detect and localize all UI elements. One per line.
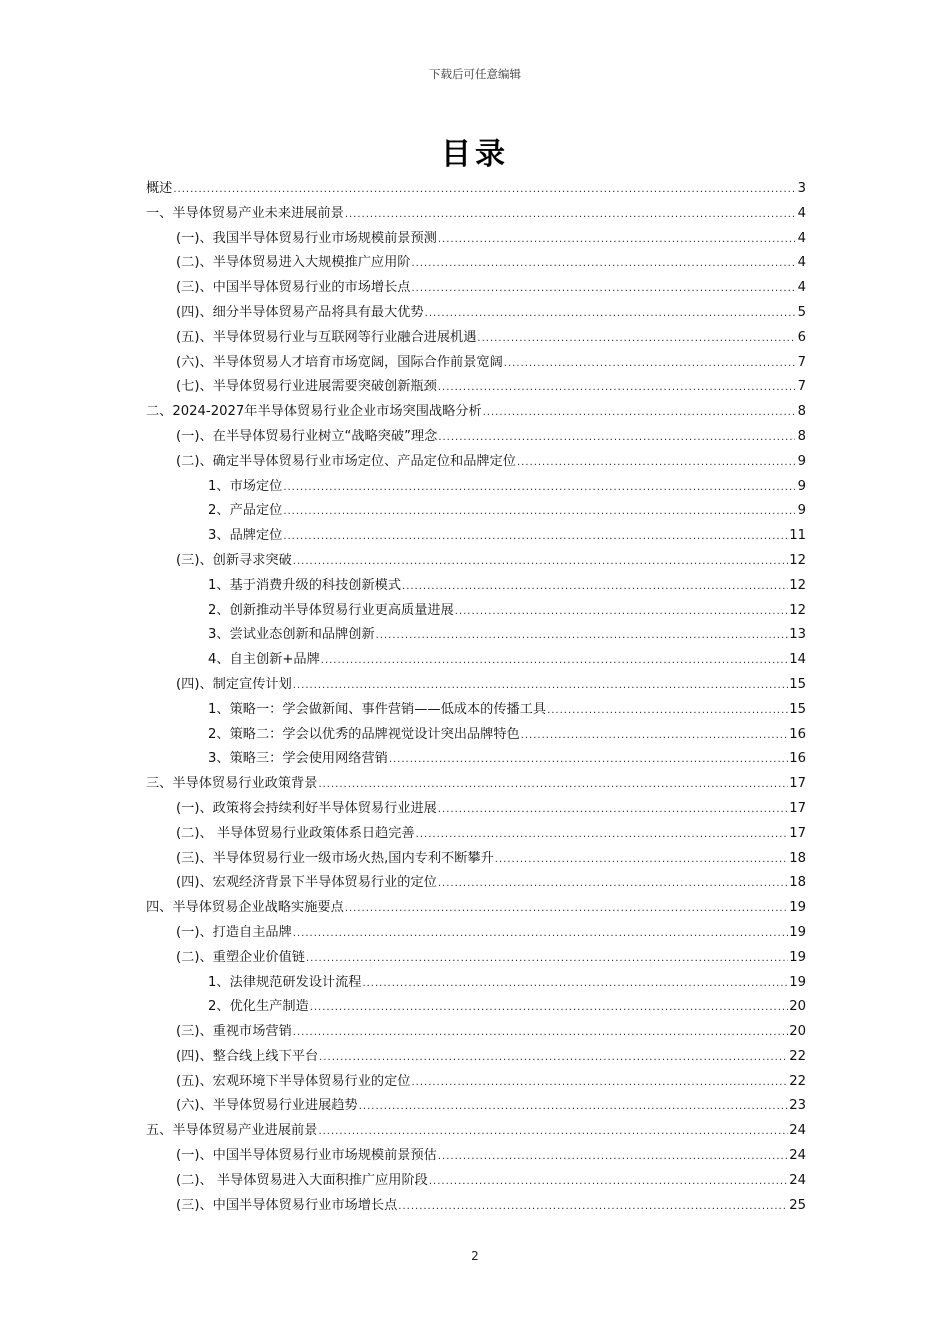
toc-entry-page: 4	[797, 280, 806, 296]
toc-leader-dots	[438, 426, 795, 451]
toc-entry[interactable]	[146, 1020, 806, 1045]
toc-leader-dots	[283, 476, 795, 501]
toc-entry[interactable]	[146, 425, 806, 450]
toc-entry-text: (三)、重视市场营销	[176, 1024, 292, 1040]
toc-entry-text: (三)、半导体贸易行业一级市场火热,国内专利不断攀升	[176, 850, 494, 866]
toc-entry-text: (一)、中国半导体贸易行业市场规模前景预估	[176, 1148, 437, 1164]
toc-entry-page: 23	[789, 1098, 806, 1114]
toc-leader-dots	[345, 897, 788, 922]
page-number: 2	[471, 1249, 479, 1263]
toc-entry[interactable]	[146, 871, 806, 896]
toc-entry-page: 15	[789, 701, 806, 717]
toc-entry-page: 9	[797, 478, 806, 494]
toc-entry[interactable]	[146, 896, 806, 921]
toc-leader-dots	[438, 376, 795, 401]
header-note: 下载后可任意编辑	[429, 67, 521, 81]
toc-leader-dots	[318, 773, 788, 798]
toc-entry-text: 1、策略一：学会做新闻、事件营销——低成本的传播工具	[208, 701, 547, 717]
toc-entry[interactable]	[146, 822, 806, 847]
toc-entry-page: 7	[797, 379, 806, 395]
toc-entry-text: 2、产品定位	[208, 503, 283, 519]
toc-entry-page: 6	[797, 329, 806, 345]
toc-leader-dots	[376, 624, 789, 649]
toc-entry-page: 11	[789, 528, 806, 544]
toc-leader-dots	[306, 947, 788, 972]
toc-entry[interactable]	[146, 1119, 806, 1144]
toc-entry-page: 19	[789, 900, 806, 916]
toc-entry[interactable]	[146, 698, 806, 723]
toc-entry-page: 4	[797, 255, 806, 271]
toc-entry-page: 16	[789, 726, 806, 742]
toc-entry-page: 5	[797, 304, 806, 320]
table-of-contents	[146, 177, 806, 1218]
toc-entry[interactable]	[146, 673, 806, 698]
toc-entry-text: (四)、细分半导体贸易产品将具有最大优势	[176, 304, 424, 320]
toc-entry-text: (二)、确定半导体贸易行业市场定位、产品定位和品牌定位	[176, 453, 516, 469]
toc-leader-dots	[318, 1120, 788, 1145]
toc-entry-page: 24	[789, 1172, 806, 1188]
toc-entry-page: 22	[789, 1073, 806, 1089]
toc-entry[interactable]	[146, 1045, 806, 1070]
toc-entry-page: 15	[789, 676, 806, 692]
toc-entry-text: (四)、宏观经济背景下半导体贸易行业的定位	[176, 875, 437, 891]
toc-entry-page: 17	[789, 776, 806, 792]
toc-leader-dots	[521, 724, 789, 749]
toc-entry[interactable]	[146, 797, 806, 822]
toc-entry[interactable]	[146, 1094, 806, 1119]
toc-leader-dots	[293, 922, 788, 947]
toc-entry-page: 12	[789, 577, 806, 593]
toc-entry-text: (四)、制定宣传计划	[176, 676, 292, 692]
toc-entry[interactable]	[146, 351, 806, 376]
toc-entry[interactable]	[146, 475, 806, 500]
toc-leader-dots	[345, 203, 795, 228]
toc-leader-dots	[455, 600, 788, 625]
toc-entry[interactable]	[146, 251, 806, 276]
toc-entry-page: 17	[789, 800, 806, 816]
toc-leader-dots	[483, 401, 795, 426]
toc-entry-page: 24	[789, 1148, 806, 1164]
toc-entry-page: 4	[797, 205, 806, 221]
toc-entry-page: 19	[789, 974, 806, 990]
toc-entry-page: 18	[789, 850, 806, 866]
toc-leader-dots	[173, 178, 795, 203]
toc-entry-text: (六)、半导体贸易行业进展趋势	[176, 1098, 358, 1114]
toc-entry[interactable]	[146, 599, 806, 624]
toc-entry-text: 概述	[146, 181, 173, 196]
toc-leader-dots	[438, 798, 788, 823]
toc-entry[interactable]	[146, 971, 806, 996]
toc-entry-page: 19	[789, 924, 806, 940]
toc-entry-text: (二)、重塑企业价值链	[176, 949, 305, 965]
toc-entry[interactable]	[146, 301, 806, 326]
toc-entry-text: 2、优化生产制造	[208, 999, 309, 1015]
toc-leader-dots	[411, 252, 795, 277]
toc-leader-dots	[293, 550, 788, 575]
toc-leader-dots	[429, 1170, 788, 1195]
toc-entry-page: 4	[797, 230, 806, 246]
toc-entry[interactable]	[146, 623, 806, 648]
toc-leader-dots	[411, 1071, 788, 1096]
toc-entry-text: (二)、 半导体贸易行业政策体系日趋完善	[176, 825, 415, 841]
toc-leader-dots	[362, 972, 788, 997]
toc-entry[interactable]	[146, 400, 806, 425]
toc-leader-dots	[416, 823, 789, 848]
toc-entry-text: (一)、我国半导体贸易行业市场规模前景预测	[176, 230, 437, 246]
toc-entry[interactable]	[146, 1169, 806, 1194]
toc-entry-page: 12	[789, 602, 806, 618]
toc-entry[interactable]	[146, 1194, 806, 1219]
toc-entry[interactable]	[146, 202, 806, 227]
toc-entry-text: (四)、整合线上线下平台	[176, 1048, 319, 1064]
toc-entry-page: 3	[797, 181, 806, 196]
toc-entry-text: (一)、在半导体贸易行业树立“战略突破”理念	[176, 428, 438, 444]
toc-entry-page: 20	[789, 999, 806, 1015]
toc-entry-text: 4、自主创新+品牌	[208, 652, 320, 668]
toc-entry-text: 1、法律规范研发设计流程	[208, 974, 362, 990]
toc-entry-page: 7	[797, 354, 806, 370]
toc-entry-text: 1、基于消费升级的科技创新模式	[208, 577, 402, 593]
toc-entry-page: 19	[789, 949, 806, 965]
toc-entry-page: 25	[789, 1197, 806, 1213]
toc-entry-page: 14	[789, 652, 806, 668]
toc-entry[interactable]	[146, 847, 806, 872]
toc-entry-page: 18	[789, 875, 806, 891]
toc-entry-text: 3、品牌定位	[208, 528, 283, 544]
toc-entry-text: 五、半导体贸易产业进展前景	[146, 1123, 318, 1139]
toc-entry[interactable]	[146, 499, 806, 524]
toc-leader-dots	[319, 1046, 788, 1071]
toc-leader-dots	[411, 277, 795, 302]
toc-entry-text: 2、创新推动半导体贸易行业更高质量进展	[208, 602, 454, 618]
toc-entry-text: (一)、政策将会持续利好半导体贸易行业进展	[176, 800, 437, 816]
toc-entry[interactable]	[146, 921, 806, 946]
toc-entry-page: 24	[789, 1123, 806, 1139]
toc-entry[interactable]	[146, 1070, 806, 1095]
toc-entry[interactable]	[146, 648, 806, 673]
toc-entry-page: 22	[789, 1048, 806, 1064]
toc-entry[interactable]	[146, 177, 806, 202]
toc-entry-text: 2、策略二：学会以优秀的品牌视觉设计突出品牌特色	[208, 726, 520, 742]
toc-leader-dots	[283, 500, 795, 525]
toc-entry-page: 13	[789, 627, 806, 643]
toc-entry[interactable]	[146, 1144, 806, 1169]
toc-entry-page: 12	[789, 552, 806, 568]
toc-entry-text: 1、市场定位	[208, 478, 283, 494]
toc-entry-page: 8	[797, 428, 806, 444]
toc-entry-text: (三)、中国半导体贸易行业的市场增长点	[176, 280, 411, 296]
toc-entry-text: (六)、半导体贸易人才培育市场宽阔，国际合作前景宽阔	[176, 354, 503, 370]
toc-entry-text: (一)、打造自主品牌	[176, 924, 292, 940]
toc-leader-dots	[293, 1021, 788, 1046]
toc-entry-page: 9	[797, 453, 806, 469]
toc-entry-text: 一、半导体贸易产业未来进展前景	[146, 205, 344, 221]
toc-entry[interactable]	[146, 549, 806, 574]
toc-entry[interactable]	[146, 995, 806, 1020]
toc-leader-dots	[310, 996, 789, 1021]
toc-entry[interactable]	[146, 946, 806, 971]
toc-entry-text: (二)、半导体贸易进入大规模推广应用阶	[176, 255, 411, 271]
toc-entry[interactable]	[146, 326, 806, 351]
toc-entry[interactable]	[146, 747, 806, 772]
toc-leader-dots	[321, 649, 788, 674]
toc-leader-dots	[504, 352, 795, 377]
toc-leader-dots	[398, 1195, 788, 1220]
toc-entry[interactable]	[146, 450, 806, 475]
toc-entry[interactable]	[146, 772, 806, 797]
toc-entry[interactable]	[146, 276, 806, 301]
toc-leader-dots	[359, 1095, 788, 1120]
toc-entry-page: 8	[797, 404, 806, 420]
toc-entry-text: (五)、半导体贸易行业与互联网等行业融合进展机遇	[176, 329, 477, 345]
toc-leader-dots	[389, 748, 788, 773]
toc-leader-dots	[517, 451, 795, 476]
toc-entry-page: 16	[789, 751, 806, 767]
toc-entry[interactable]	[146, 375, 806, 400]
toc-entry-page: 20	[789, 1024, 806, 1040]
toc-entry-text: 3、策略三：学会使用网络营销	[208, 751, 388, 767]
toc-entry-text: 三、半导体贸易行业政策背景	[146, 776, 318, 792]
toc-leader-dots	[477, 327, 795, 352]
toc-entry-page: 9	[797, 503, 806, 519]
toc-leader-dots	[402, 575, 788, 600]
toc-leader-dots	[425, 302, 795, 327]
toc-entry-text: (二)、 半导体贸易进入大面积推广应用阶段	[176, 1172, 428, 1188]
toc-entry-text: (五)、宏观环境下半导体贸易行业的定位	[176, 1073, 411, 1089]
toc-entry-text: (三)、创新寻求突破	[176, 552, 292, 568]
toc-entry-text: (七)、半导体贸易行业进展需要突破创新瓶颈	[176, 379, 437, 395]
toc-entry[interactable]	[146, 574, 806, 599]
toc-entry-page: 17	[789, 825, 806, 841]
toc-entry[interactable]	[146, 723, 806, 748]
toc-leader-dots	[495, 848, 788, 873]
toc-leader-dots	[293, 674, 788, 699]
toc-entry-text: 二、2024-2027年半导体贸易行业企业市场突围战略分析	[146, 404, 482, 420]
toc-entry-text: 四、半导体贸易企业战略实施要点	[146, 900, 344, 916]
toc-entry[interactable]	[146, 524, 806, 549]
toc-leader-dots	[283, 525, 788, 550]
toc-entry-text: (三)、中国半导体贸易行业市场增长点	[176, 1197, 398, 1213]
toc-leader-dots	[547, 699, 788, 724]
toc-title: 目录	[441, 137, 509, 172]
toc-leader-dots	[438, 1145, 788, 1170]
toc-leader-dots	[438, 872, 788, 897]
toc-leader-dots	[438, 228, 795, 253]
toc-entry-text: 3、尝试业态创新和品牌创新	[208, 627, 375, 643]
toc-entry[interactable]	[146, 227, 806, 252]
